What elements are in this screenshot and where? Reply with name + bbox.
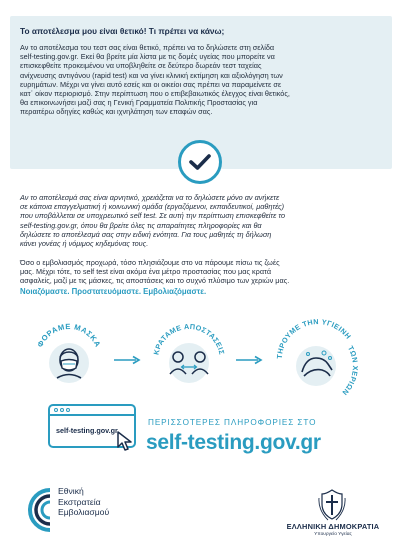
arrow-right-icon: [112, 355, 142, 365]
text-line: ευρημάτων. Μέχρι να γίνει αυτό εσείς και οι οικείοι σας πρέπει να παραμείνετε σε: [20, 79, 282, 89]
text-line: περαιτέρω οδηγίες καθώς και ιχνηλάτηση των επαφών σας.: [20, 107, 213, 117]
mouse-cursor-icon: [115, 430, 135, 452]
government-name: ΕΛΛΗΝΙΚΗ ΔΗΜΟΚΡΑΤΙΑ: [286, 522, 380, 531]
website-link[interactable]: self-testing.gov.gr: [146, 431, 321, 454]
social-distance-icon: [148, 314, 230, 396]
hygiene-label-2: ΤΩΝ ΧΕΡΙΩΝ: [340, 344, 361, 398]
slogan: Νοιαζόμαστε. Προστατευόμαστε. Εμβολιαζόμαστε.: [20, 287, 207, 296]
text-line: κάνει γονέας ή νόμιμος κηδεμόνας τους.: [20, 239, 149, 249]
svg-text:ΤΩΝ ΧΕΡΙΩΝ: [340, 344, 360, 397]
text-line: μας. Μέχρι τότε, το self test είναι ακόμα ένα μέτρο προστασίας που μας κρατά: [20, 267, 272, 277]
negative-result-text: [20, 193, 384, 248]
text-line: θα επικοινωνήσει μαζί σας η Γενική Γραμματεία Πολιτικής Προστασίας για: [20, 98, 258, 108]
text-line: self-testing.gov.gr. Εκεί θα βρείτε μία λίστα με τις δομές υγείας που μπορείτε να: [20, 52, 275, 62]
text-line: ασφαλείς, μαζί με τις μάσκες, τις αποστάσεις και το συχνό πλύσιμο των χεριών μας.: [20, 276, 290, 286]
positive-result-text: [20, 43, 382, 117]
window-dot-icon: [54, 408, 58, 412]
window-dot-icon: [66, 408, 70, 412]
text-line: επισκεφθείτε προκειμένου να υποβληθείτε σε δεύτερο δωρεάν τεστ ταχείας: [20, 61, 262, 71]
more-info-label: ΠΕΡΙΣΣΟΤΕΡΕΣ ΠΛΗΡΟΦΟΡΙΕΣ ΣΤΟ: [148, 418, 317, 427]
text-line: κατ᾽ οίκον περιορισμό. Στην περίπτωση που ο επιβεβαιωτικός έλεγχος είναι θετικός,: [20, 89, 290, 99]
positive-result-heading: Το αποτέλεσμα μου είναι θετικό! Τι πρέπει να κάνω;: [20, 26, 225, 36]
ministry-name: Υπουργείο Υγείας: [314, 532, 352, 537]
campaign-name: [58, 486, 109, 518]
hygiene-label: ΤΗΡΟΥΜΕ ΤΗΝ ΥΓΙΕΙΝΗ: [274, 316, 354, 360]
hand-washing-icon: [272, 314, 368, 404]
wear-mask-badge: [28, 314, 110, 396]
greek-emblem-icon: [316, 488, 348, 522]
mask-label: ΦΟΡΑΜΕ ΜΑΣΚΑ: [35, 321, 103, 349]
browser-toolbar: [50, 406, 134, 416]
campaign-line: Εκστρατεία: [58, 496, 101, 507]
text-line: Αν το αποτέλεσμά σας είναι αρνητικό, χρειάζεται να το δηλώσετε μόνο αν ανήκετε: [20, 193, 280, 202]
hand-hygiene-badge: [272, 314, 368, 404]
text-line: δηλώσετε το αποτέλεσμά σας στην ειδική ενότητα. Για τους μαθητές τη δήλωση: [20, 229, 272, 239]
campaign-line: Εθνική: [58, 486, 84, 496]
text-line: Αν το αποτέλεσμα του τεστ σας είναι θετικό, πρέπει να το δηλώσετε στη σελίδα: [20, 43, 275, 52]
text-line: σε κάποια επαγγελματική ή κοινωνική ομάδα (εργαζόμενοι, εκπαιδευτικοί, μαθητές): [20, 202, 285, 212]
browser-url-text: self-testing.gov.gr: [56, 426, 118, 435]
text-line: Όσο ο εμβολιασμός προχωρά, τόσο πλησιάζουμε στο να πάρουμε πίσω τις ζωές: [20, 258, 280, 267]
face-mask-icon: [28, 314, 110, 396]
distance-label: ΚΡΑΤΑΜΕ ΑΠΟΣΤΑΣΕΙΣ: [151, 321, 227, 356]
checkmark-icon: [178, 140, 222, 184]
text-line: ανίχνευσης αντιγόνου (rapid test) και να γίνει κλινική εκτίμηση και αξιολόγηση των: [20, 70, 283, 80]
text-line: self-testing.gov.gr, όπου θα βρείτε όλες τις απαραίτητες πληροφορίες και θα: [20, 220, 262, 230]
text-line: που υποβάλλεται σε υποχρεωτικό self test. Σε αυτή την περίπτωση επισκεφθείτε το: [20, 211, 286, 221]
arrow-right-icon: [234, 355, 264, 365]
campaign-line: Εμβολιασμού: [58, 507, 110, 517]
vaccination-text: [20, 258, 384, 286]
keep-distance-badge: [148, 314, 230, 396]
window-dot-icon: [60, 408, 64, 412]
